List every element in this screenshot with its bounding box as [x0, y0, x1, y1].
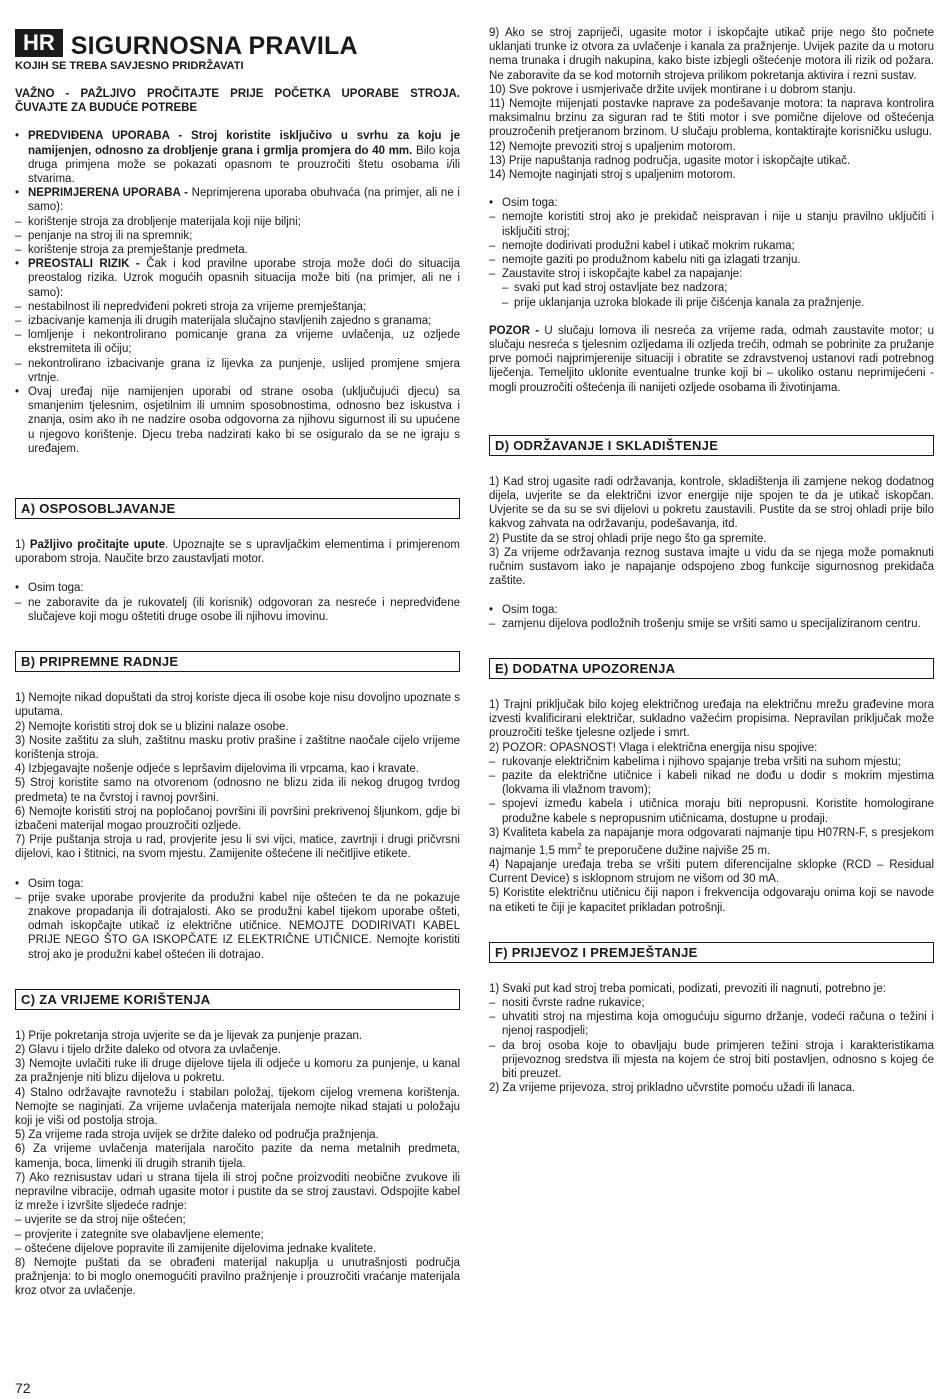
residual-risk-text: Čak i kod pravilne uporabe stroja može doći do situacija preostalog rizika. Uzrok mogućih opasnih situacija može biti (na primjer, ali ne i samo): [28, 258, 461, 299]
section-f-heading: F) PRIJEVOZ I PREMJEŠTANJE [489, 942, 934, 963]
list-item: – zamjenu dijelova podložnih trošenju smije se vršiti samo u specijaliziranom centru. [489, 617, 921, 630]
improper-use-item [15, 186, 460, 214]
page-number: 72 [15, 1380, 31, 1396]
section-c-item: 2) Glavu i tijelo držite daleko od otvora za uvlačenje. [15, 1043, 281, 1056]
section-e-heading: E) DODATNA UPOZORENJA [489, 658, 934, 679]
section-b-osim: • Osim toga: [15, 877, 460, 891]
section-d-item: 1) Kad stroj ugasite radi održavanja, kontrole, skladištenja ili zamjene nekog dodatnog dijela, uvjerite se da električni izvor energije nije spojen te da je utikač iskopčan. Uvjerite se da su se svi dijelovi u pokretu zaustavili. Pustite da se stroj ohladi prije bilo kakvog zahvata na održavanju, podešavanja, itd. [489, 475, 934, 531]
section-d-item: 2) Pustite da se stroj ohladi prije nego što ga spremite. [489, 532, 767, 545]
list-item: – prije uklanjanja uzroka blokade ili prije čišćenja kanala za pražnjenje. [502, 296, 865, 309]
section-a-item: 1) Pažljivo pročitajte upute. Upoznajte se s upravljačkim elementima i primjerenom uporabom stroja. Naučite brzo zaustavljati motor. [15, 539, 461, 566]
section-d-item: 3) Za vrijeme održavanja reznog sustava imajte u vidu da se njega može pomaknuti ručnim sustavom iako je napajanje odspojeno zbog funkcije sigurnosnog prekidača zaštite. [489, 546, 934, 588]
section-c-item: 9) Ako se stroj zapriječi, ugasite motor i iskopčajte utikač prije nego što počnete uklanjati trunke iz otvora za uvlačenje i kanala za pražnjenje. Uvijek pazite da u motoru nema trunaka i drugih nakupina, kako biste izbjegli oštećenje motora ili rizik od požara. Ne zaboravite da se kod motornih strojeva prilikom pokretanja aktivira i rezni sustav. [489, 27, 934, 82]
section-e-item: 2) POZOR: OPASNOST! Vlaga i električna energija nisu spojive: [489, 741, 818, 754]
list-item: – uhvatiti stroj na mjestima koja omogućuju sigurno držanje, vodeći računa o težini i njenoj raspodjeli; [489, 1011, 934, 1038]
right-osim: • Osim toga: [489, 196, 934, 210]
section-c-item: 6) Za vrijeme uvlačenja materijala naročito pazite da nema metalnih predmeta, kamenja, boca, limenki ili drugih stranih tijela. [15, 1143, 460, 1170]
section-b-item: 2) Nemojte koristiti stroj dok se u blizini nalaze osobe. [15, 720, 289, 733]
section-b-item: 4) Izbjegavajte nošenje odjeće s lepršavim dijelovima ili vrpcama, kao i kravate. [15, 763, 419, 776]
section-a-heading: A) OSPOSOBLJAVANJE [15, 498, 460, 519]
page-subtitle: KOJIH SE TREBA SAVJESNO PRIDRŽAVATI [15, 60, 244, 72]
residual-risk-heading: PREOSTALI RIZIK - [28, 258, 140, 271]
list-item: – nositi čvrste radne rukavice; [489, 996, 645, 1009]
section-c-item: – provjerite i zategnite sve olabavljene elemente; [15, 1228, 264, 1241]
warning-paragraph: POZOR - U slučaju lomova ili nesreća za vrijeme rada, odmah zaustavite motor; u slučaju nesreća s tjelesnim ozljedama ili ozljeda trećih, odmah se pobrinite za pružanje prve pomoći najprimjerenije situaciji i obratite se zdravstvenoj ustanovi radi potrebnog liječenja. Temeljito uklonite eventualne trunke koji bi – ukoliko ostanu neprimijećeni - mogli prouzročiti oštećenja ili nanijeti ozljede osobama ili životinjama. [489, 324, 934, 394]
list-item: – korištenje stroja za premještanje predmeta. [15, 244, 248, 257]
section-c-item: 10) Sve pokrove i usmjerivače držite uvijek montirane i u dobrom stanju. [489, 83, 856, 96]
list-item: – nemojte koristiti stroj ako je prekidač neispravan i nije u stanju pravilno uključiti i isključiti stroj; [489, 211, 934, 238]
section-e-item: 3) Kvaliteta kabela za napajanje mora odgovarati najmanje tipu H07RN-F, s presjekom najmanje 1,5 $mm^2$ te preporučene dužine najviše 25 m. [489, 826, 934, 857]
section-c-item: 7) Ako reznisustav udari u strana tijela ili stroj počne proizvoditi neobične zvukove ili nepravilne vibracije, odmah ugasite motor i pustite da se stroj zaustavi. Odspojite kabel iz mreže i izvršite sljedeće radnje: [15, 1171, 460, 1213]
section-a-osim: • Osim toga: [15, 581, 460, 595]
intended-use-item [15, 129, 460, 186]
list-item: – da broj osoba koje to obavljaju bude primjeren težini stroja i karakteristikama prijevoznog sredstva ili mjesta na kojem će stroj biti postavljen, odnosno s kojeg će biti preuzet. [489, 1039, 934, 1080]
section-d-heading: D) ODRŽAVANJE I SKLADIŠTENJE [489, 435, 934, 456]
section-c-item: – uvjerite se da stroj nije oštećen; [15, 1214, 186, 1227]
list-item: – nestabilnost ili nepredviđeni pokreti stroja za vrijeme premještanja; [15, 300, 367, 313]
section-c-item: 5) Za vrijeme rada stroja uvijek se držite daleko od područja pražnjenja. [15, 1129, 379, 1142]
section-c-item: – oštećene dijelove popravite ili zamijenite dijelovima jednake kvalitete. [15, 1242, 377, 1255]
section-f-item: 2) Za vrijeme prijevoza, stroj prikladno učvrstite pomoću užadi ili lanaca. [489, 1082, 856, 1095]
section-c-item: 12) Nemojte prevoziti stroj s upaljenim motorom. [489, 140, 736, 153]
section-c-item: 11) Nemojte mijenjati postavke naprave za podešavanje motora: ta naprava kontrolira maksimalnu brzinu za siguran rad te štiti motor i sve pomične dijelove od oštećenja prouzročenih pretjeranom brzinom. U slučaju problema, kontaktirajte korisničku uslugu. [489, 98, 934, 139]
section-e-item: 4) Napajanje uređaja treba se vršiti putem diferencijalne sklopke (RCD – Residual Current Device) s isklopnom strujom ne višom od 30 mA. [489, 858, 934, 886]
list-item: – korištenje stroja za drobljenje materijala koji nije biljni; [15, 215, 301, 228]
list-item: – izbacivanje kamenja ili drugih materijala slučajno stavljenih zajedno s granama; [15, 315, 432, 328]
list-item: – penjanje na stroj ili na spremnik; [15, 229, 193, 242]
section-e-item: 1) Trajni priključak bilo kojeg električnog uređaja na električnu mrežu građevine mora izvesti kvalificirani električar, sukladno važećim propisima. Nepravilan priključak može prouzročiti teške tjelesne ozljede i smrt. [489, 698, 934, 740]
section-b-item: 3) Nosite zaštitu za sluh, zaštitnu masku protiv prašine i zaštitne naočale cijelo vrijeme korištenja stroja. [15, 734, 460, 761]
section-b-heading: B) PRIPREMNE RADNJE [15, 651, 460, 672]
list-item: – Zaustavite stroj i iskopčajte kabel za napajanje: [489, 268, 743, 281]
section-b-item: 7) Prije puštanja stroja u rad, provjerite jesu li svi vijci, matice, zavrtnji i drugi pričvrsni dijelovi, kao i štitnici, na svom mjestu. Zamijenite oštećene ili nečitljive etikete. [15, 834, 460, 861]
section-e-item: 5) Koristite električnu utičnicu čiji napon i frekvencija odgovaraju onima koji se navode na etiketi te čiji je kapacitet prikladan potrošnji. [489, 887, 934, 914]
right-column [489, 26, 934, 1095]
list-item: – nemojte gaziti po produžnom kabelu niti ga izlagati trzanju. [489, 254, 801, 267]
list-item: – ne zaboravite da je rukovatelj (ili korisnik) odgovoran za nesreće i nepredviđene slučajeve koji mogu oštetiti druge osobe ili njihovu imovinu. [15, 596, 460, 623]
section-f-item: 1) Svaki put kad stroj treba pomicati, podizati, prevoziti ili nagnuti, potrebno je: [489, 982, 886, 995]
title-row [15, 24, 460, 61]
section-b-item: 6) Nemojte koristiti stroj na popločanoj površini ili površini prekrivenoj šljunkom, gdje bi izbačeni materijal mogao prouzročiti ozljede. [15, 805, 460, 832]
improper-use-heading: NEPRIMJERENA UPORABA - [28, 187, 188, 200]
list-item: – nemojte dodirivati produžni kabel i utikač mokrim rukama; [489, 239, 795, 252]
language-badge: HR [15, 29, 63, 57]
left-column [15, 24, 460, 1299]
list-item: – lomljenje i nekontrolirano pomicanje grana za vrijeme uvlačenja, uz ozljede ekstremiteta ili očiju; [15, 329, 460, 356]
section-d-osim: • Osim toga: [489, 603, 934, 617]
residual-risk-item [15, 257, 460, 300]
section-c-item: 13) Prije napuštanja radnog područja, ugasite motor i iskopčajte utikač. [489, 154, 851, 167]
intended-use-text: Bilo koja druga primjena može se pokazati opasnom te prouzročiti štetu osobama i/ili stvarima. [28, 144, 460, 186]
list-item: – nekontrolirano izbacivanje grana iz lijevka za punjenje, uslijed promjene smjera vrtnje. [15, 357, 460, 384]
section-c-item: 8) Nemojte puštati da se obrađeni materijal nakuplja u unutrašnjosti područja pražnjenja: to bi moglo onemogućiti pravilno pražnjenje i prouzročiti vraćanje materijala kroz otvor za uvlačenje. [15, 1257, 460, 1298]
section-c-item: 3) Nemojte uvlačiti ruke ili druge dijelove tijela ili odjeće u komoru za punjenje, u kanal za pražnjenje niti blizu dijelova u pokretu. [15, 1058, 460, 1085]
list-item: – prije svake uporabe provjerite da produžni kabel nije oštećen te da ne pokazuje znakove propadanja ili dotrajalosti. Ako se produžni kabel tijekom uporabe ošteti, odmah iskopčajte utikač iz električne utičnice. NEMOJTE DODIRIVATI KABEL PRIJE NEGO ŠTO GA ISKOPČATE IZ ELEKTRIČNE UTIČNICE. Nemojte koristiti stroj ako je produžni kabel oštećen ili dotrajao. [15, 891, 460, 961]
list-item: – rukovanje električnim kabelima i njihovo spajanje treba vršiti na suhom mjestu; [489, 755, 901, 768]
list-item: – pazite da električne utičnice i kabeli nikad ne dođu u dodir s mokrim mjestima (lokvama ili vlažnom travom); [489, 769, 934, 797]
section-c-item: 14) Nemojte naginjati stroj s upaljenim motorom. [489, 169, 736, 182]
intended-use-heading: PREDVIĐENA UPORABA - Stroj koristite isključivo u svrhu za koju je namijenjen, odnosno za drobljenje grana i grmlja promjera do 40 mm. [28, 130, 460, 157]
list-item: – spojevi između kabela i utičnica moraju biti nepropusni. Koristite homologirane produžne kabele s nepropusnim utičnicama, dostupne u prodaji. [489, 798, 934, 825]
section-c-item: 4) Stalno održavajte ravnotežu i stabilan položaj, tijekom cijelog vremena korištenja. Nemojte se naginjati. Za vrijeme uvlačenja materijala nemojte nikad stajati u položaju koji je viši od postolja stroja. [15, 1086, 460, 1127]
section-c-item: 1) Prije pokretanja stroja uvjerite se da je lijevak za punjenje prazan. [15, 1029, 363, 1042]
device-users-item: • Ovaj uređaj nije namijenjen uporabi od strane osoba (uključujući djecu) sa smanjenim tjelesnim, osjetilnim ili umnim sposobnostima, odnosno bez iskustva i znanja, osim ako ih ne nadzire osoba odgovorna za njihovu sigurnost ili su upućene u njegovo korištenje. Djecu treba nadzirati kako bi se osiguralo da se ne igraju s uređajem. [15, 385, 460, 456]
improper-use-text: Neprimjerena uporaba obuhvaća (na primjer, ali ne i samo): [28, 187, 460, 214]
page-title: SIGURNOSNA PRAVILA [70, 32, 358, 60]
section-b-item: 5) Stroj koristite samo na otvorenom (odnosno ne blizu zida ili nekog drugog tvrdog predmeta) te na čvrstoj i ravnoj površini. [15, 777, 460, 804]
list-item: – svaki put kad stroj ostavljate bez nadzora; [502, 282, 728, 295]
important-notice: VAŽNO - PAŽLJIVO PROČITAJTE PRIJE POČETKA UPORABE STROJA. ČUVAJTE ZA BUDUĆE POTREBE [15, 88, 460, 115]
section-c-heading: C) ZA VRIJEME KORIŠTENJA [15, 989, 460, 1010]
section-b-item: 1) Nemojte nikad dopuštati da stroj koriste djeca ili osobe koje nisu dovoljno upoznate s uputama. [15, 692, 460, 719]
